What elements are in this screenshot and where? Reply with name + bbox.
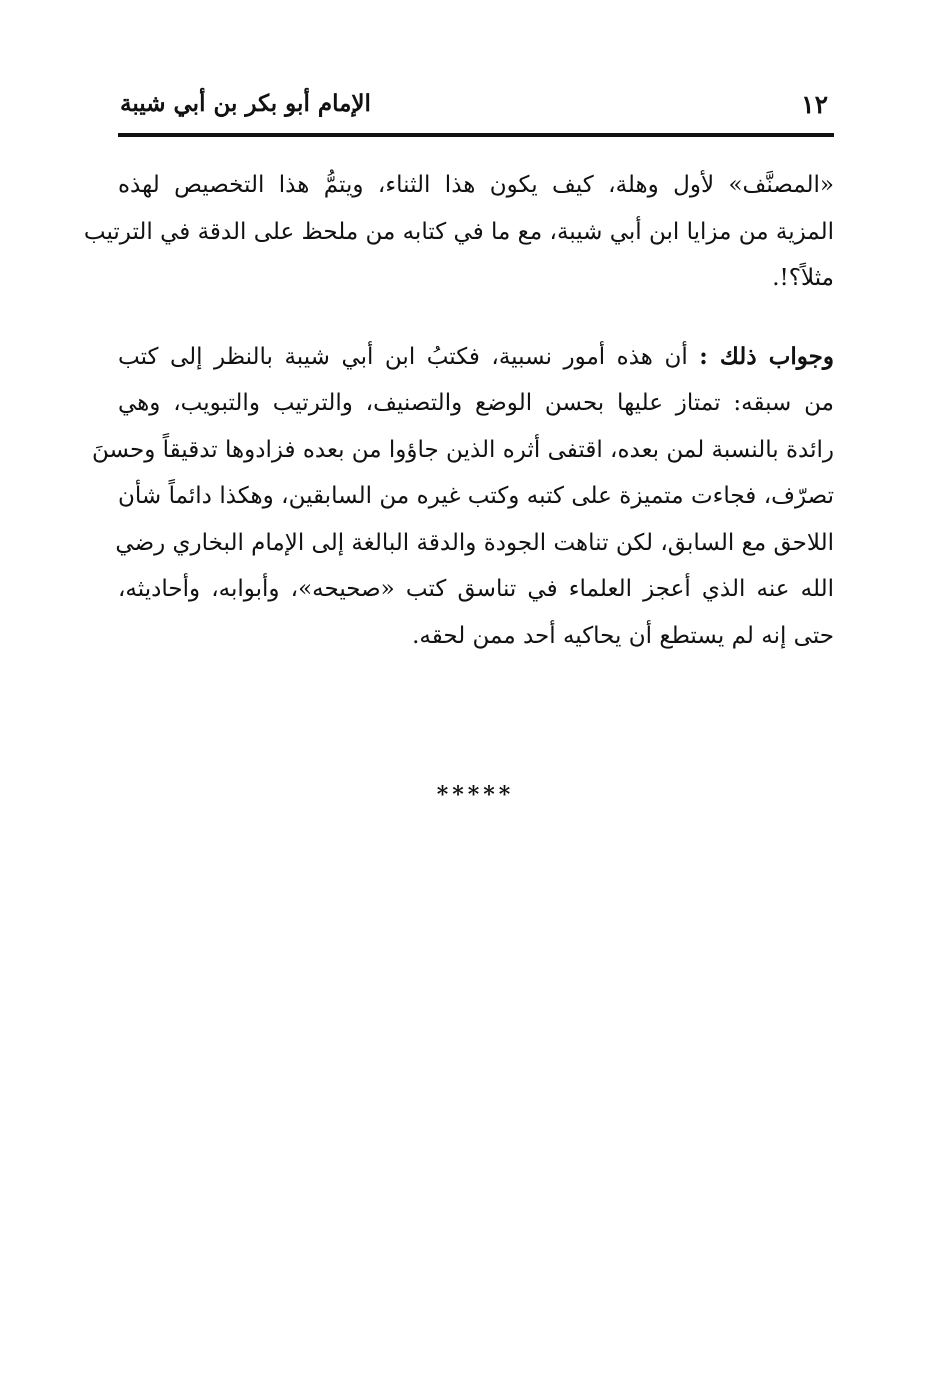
body-text: [83, 162, 835, 659]
text-line: [118, 334, 834, 381]
text-line: مثلاً؟!.: [772, 265, 834, 291]
paragraph-lead: وجواب ذلك :: [699, 342, 835, 370]
page-number: ١٢: [801, 90, 828, 119]
text-line: حتى إنه لم يستطع أن يحاكيه أحد ممن لحقه.: [412, 622, 834, 649]
header-rule: [118, 133, 834, 137]
page-header: [118, 80, 834, 132]
paragraph-1: [83, 162, 834, 302]
text-line: اللاحق مع السابق، لكن تناهت الجودة والدقة البالغة إلى الإمام البخاري رضي: [115, 529, 834, 556]
text-line: الله عنه الذي أعجز العلماء في تناسق كتب «صحيحه»، وأبوابه، وأحاديثه،: [118, 576, 834, 602]
text-line: «المصنَّف» لأول وهلة، كيف يكون هذا الثناء، ويتمُّ هذا التخصيص لهذه: [118, 172, 834, 198]
text-line: من سبقه: تمتاز عليها بحسن الوضع والتصنيف، والترتيب والتبويب، وهي: [118, 390, 834, 416]
running-title: الإمام أبو بكر بن أبي شيبة: [120, 90, 371, 117]
text-line: رائدة بالنسبة لمن بعده، اقتفى أثره الذين جاؤوا من بعده فزادوها تدقيقاً وحسنَ: [91, 436, 834, 463]
text-line-rest: أن هذه أمور نسبية، فكتبُ ابن أبي شيبة بالنظر إلى كتب: [118, 343, 700, 370]
text-line: تصرّف، فجاءت متميزة على كتبه وكتب غيره من السابقين، وهكذا دائماً شأن: [118, 483, 834, 509]
section-separator: *****: [436, 782, 515, 808]
text-line: المزية من مزايا ابن أبي شيبة، مع ما في كتابه من ملحظ على الدقة في الترتيب: [83, 218, 834, 245]
paragraph-2: [91, 334, 835, 660]
